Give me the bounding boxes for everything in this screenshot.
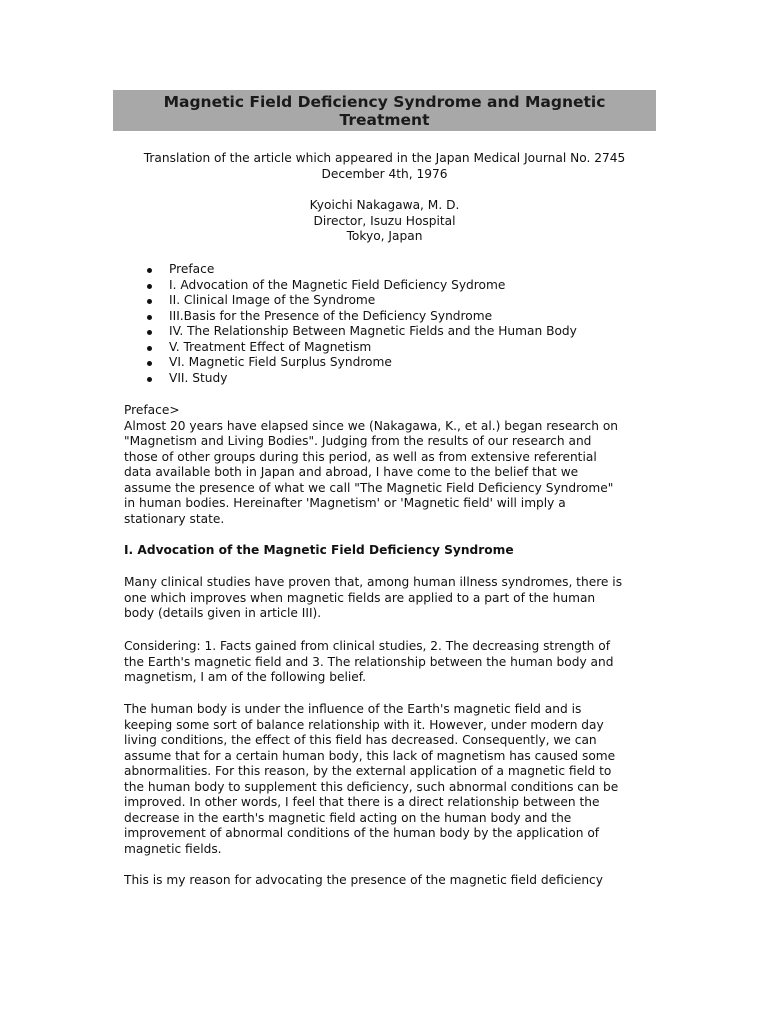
author-position: Director, Isuzu Hospital: [313, 213, 456, 228]
text-line: This is my reason for advocating the presence of the magnetic field deficiency: [124, 873, 603, 887]
text-line: Considering: 1. Facts gained from clinical studies, 2. The decreasing strength of: [124, 639, 611, 653]
text-line: those of other groups during this period, as well as from extensive referential: [124, 449, 597, 464]
table-of-contents: [145, 262, 577, 386]
text-line: Almost 20 years have elapsed since we (Nakagawa, K., et al.) began research on: [124, 418, 619, 433]
text-line: abnormalities. For this reason, by the external application of a magnetic field to: [124, 764, 612, 778]
toc-item-preface[interactable]: Preface: [145, 262, 577, 278]
text-line: Many clinical studies have proven that, among human illness syndromes, there is: [124, 575, 623, 589]
text-line: in human bodies. Hereinafter 'Magnetism' or 'Magnetic field' will imply a: [124, 496, 566, 510]
text-line: magnetism, I am of the following belief.: [124, 670, 367, 684]
text-line: stationary state.: [124, 511, 225, 526]
text-line: one which improves when magnetic fields are applied to a part of the human: [124, 590, 596, 605]
translation-source: Translation of the article which appeared in the Japan Medical Journal No. 2745: [143, 151, 626, 165]
text-line: data available both in Japan and abroad, I have come to the belief that we: [124, 465, 579, 479]
publication-date: December 4th, 1976: [321, 166, 448, 181]
page-title: [113, 90, 656, 129]
toc-item-clinical-image[interactable]: II. Clinical Image of the Syndrome: [145, 293, 577, 309]
body-paragraph: [124, 873, 644, 889]
body-paragraph: [124, 575, 644, 622]
toc-item-surplus-syndrome[interactable]: VI. Magnetic Field Surplus Syndrome: [145, 355, 577, 371]
text-line: assume the presence of what we call "The Magnetic Field Deficiency Syndrome": [124, 480, 614, 495]
text-line: improved. In other words, I feel that there is a direct relationship between the: [124, 795, 600, 809]
text-line: assume that for a certain human body, this lack of magnetism has caused some: [124, 748, 616, 763]
text-line: the Earth's magnetic field and 3. The relationship between the human body and: [124, 654, 614, 669]
translation-note: [113, 151, 656, 182]
author-block: [113, 198, 656, 245]
toc-item-basis[interactable]: III.Basis for the Presence of the Deficiency Syndrome: [145, 309, 577, 325]
preface-paragraph: [124, 403, 644, 527]
body-paragraph: [124, 639, 644, 686]
text-line: "Magnetism and Living Bodies". Judging from the results of our research and: [124, 434, 592, 448]
preface-label: Preface>: [124, 403, 180, 417]
text-line: keeping some sort of balance relationship with it. However, under modern day: [124, 717, 604, 732]
section-heading: I. Advocation of the Magnetic Field Deficiency Syndrome: [124, 543, 514, 557]
text-line: living conditions, the effect of this field has decreased. Consequently, we can: [124, 733, 597, 747]
toc-item-advocation[interactable]: I. Advocation of the Magnetic Field Deficiency Sydrome: [145, 278, 577, 294]
toc-item-relationship[interactable]: IV. The Relationship Between Magnetic Fields and the Human Body: [145, 324, 577, 340]
toc-item-treatment-effect[interactable]: V. Treatment Effect of Magnetism: [145, 340, 577, 356]
title-banner: [113, 90, 656, 131]
author-name: Kyoichi Nakagawa, M. D.: [309, 198, 460, 212]
text-line: body (details given in article III).: [124, 606, 322, 620]
body-paragraph: [124, 702, 644, 857]
text-line: the human body to supplement this deficiency, such abnormal conditions can be: [124, 779, 619, 794]
title-line-1: Magnetic Field Deficiency Syndrome and Magnetic: [163, 93, 606, 111]
author-location: Tokyo, Japan: [346, 229, 423, 243]
text-line: decrease in the earth's magnetic field acting on the human body and the: [124, 810, 572, 825]
text-line: improvement of abnormal conditions of the human body by the application of: [124, 826, 600, 840]
title-line-2: Treatment: [339, 111, 430, 129]
text-line: The human body is under the influence of the Earth's magnetic field and is: [124, 702, 582, 716]
toc-item-study[interactable]: VII. Study: [145, 371, 577, 387]
text-line: magnetic fields.: [124, 841, 222, 856]
